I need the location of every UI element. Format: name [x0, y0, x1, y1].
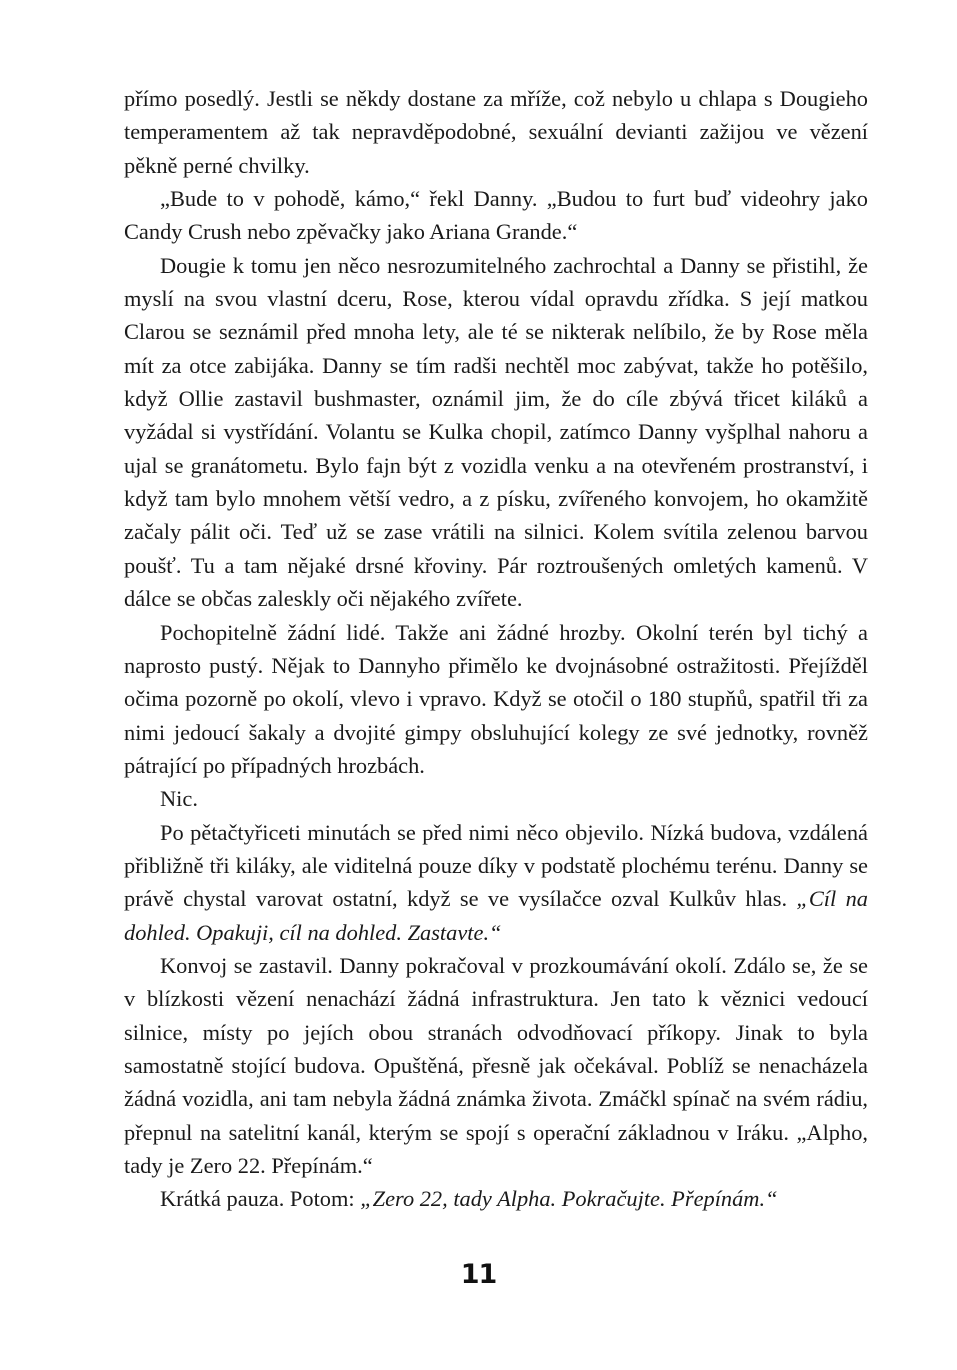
paragraph-2-text: „Bude to v pohodě, kámo,“ řekl Danny. „Budou to furt buď videohry jako Candy Crush nebo zpěvačky jako Ariana Grande.“: [124, 186, 868, 245]
paragraph-2: [124, 182, 868, 249]
paragraph-4-text: Pochopitelně žádní lidé. Takže ani žádné hrozby. Okolní terén byl tichý a naprosto pustý. Nějak to Dannyho přimělo ke dvojnásobné ostražitosti. Přejížděl očima pozorně po okolí, vlevo i vpravo. Když se otočil o 180 stupňů, spatřil tři za nimi jedoucí šakaly a dvojité gimpy obsluhující kolegy ze své jednotky, rovněž pátrající po případných hrozbách.: [124, 619, 868, 778]
paragraph-4: [124, 616, 868, 783]
paragraph-5: [124, 782, 868, 815]
page-number: 11: [460, 1259, 497, 1290]
paragraph-7: [124, 949, 868, 1182]
paragraph-5-text: Nic.: [160, 786, 198, 812]
paragraph-1: [124, 82, 868, 182]
paragraph-3: [124, 249, 868, 616]
paragraph-7-text: Konvoj se zastavil. Danny pokračoval v prozkoumávání okolí. Zdálo se, že se v blízkosti vězení nenachází žádná infrastruktura. Jen tato k věznici vedoucí silnice, místy po jejích obou stranách odvodňovací příkopy. Jinak to byla samostatně stojící budova. Opuštěná, přesně jak očekával. Poblíž se nenacházela žádná vozidla, ani tam nebyla žádná známka života. Zmáčkl spínač na svém rádiu, přepnul na satelitní kanál, kterým se spojí s operační základnou v Iráku. „Alpho, tady je Zero 22. Přepínám.“: [124, 952, 868, 1178]
paragraph-3-text: Dougie k tomu jen něco nesrozumitelného zachrochtal a Danny se přistihl, že myslí na svou vlastní dceru, Rose, kterou vídal opravdu zřídka. S její matkou Clarou se seznámil před mnoha lety, ale té se nikterak nelíbilo, že by Rose měla mít za otce zabijáka. Danny se tím radši nechtěl moc zabývat, takže ho potěšilo, když Ollie zastavil bushmaster, oznámil jim, že do cíle zbývá třicet kiláků a vyžádal si vystřídání. Volantu se Kulka chopil, zatímco Danny vyšplhal nahoru a ujal se granátometu. Bylo fajn být z vozidla venku a na otevřeném prostranství, i když tam bylo mnohem větší vedro, a z písku, zvířeného konvojem, ho okamžitě začaly pálit oči. Teď už se zase vrátili na silnici. Kolem svítila zelenou barvou poušť. Tu a tam nějaké drsné křoviny. Pár roztroušených omletých kamenů. V dálce se občas zaleskly oči nějakého zvířete.: [124, 252, 868, 612]
paragraph-1-text: přímo posedlý. Jestli se někdy dostane za mříže, což nebylo u chlapa s Dougieho temperamentem až tak nepravděpodobné, sexuální devianti zažijou ve vězení pěkně perné chvilky.: [124, 86, 868, 178]
book-page-text: [124, 82, 868, 1216]
paragraph-8-radio-quote: „Zero 22, tady Alpha. Pokračujte. Přepínám.“: [360, 1186, 778, 1212]
paragraph-8-text: Krátká pauza. Potom:: [160, 1186, 361, 1212]
paragraph-6: [124, 816, 868, 949]
paragraph-6-radio-quote: „Cíl na dohled. Opakuji, cíl na dohled. Zastavte.“: [124, 886, 868, 945]
paragraph-8: [124, 1182, 868, 1215]
paragraph-6-text: Po pětačtyřiceti minutách se před nimi něco objevilo. Nízká budova, vzdálená přibližně tři kiláky, ale viditelná pouze díky v podstatě plochému terénu. Danny se právě chystal varovat ostatní, když se ve vysílačce ozval Kulkův hlas.: [124, 819, 868, 912]
